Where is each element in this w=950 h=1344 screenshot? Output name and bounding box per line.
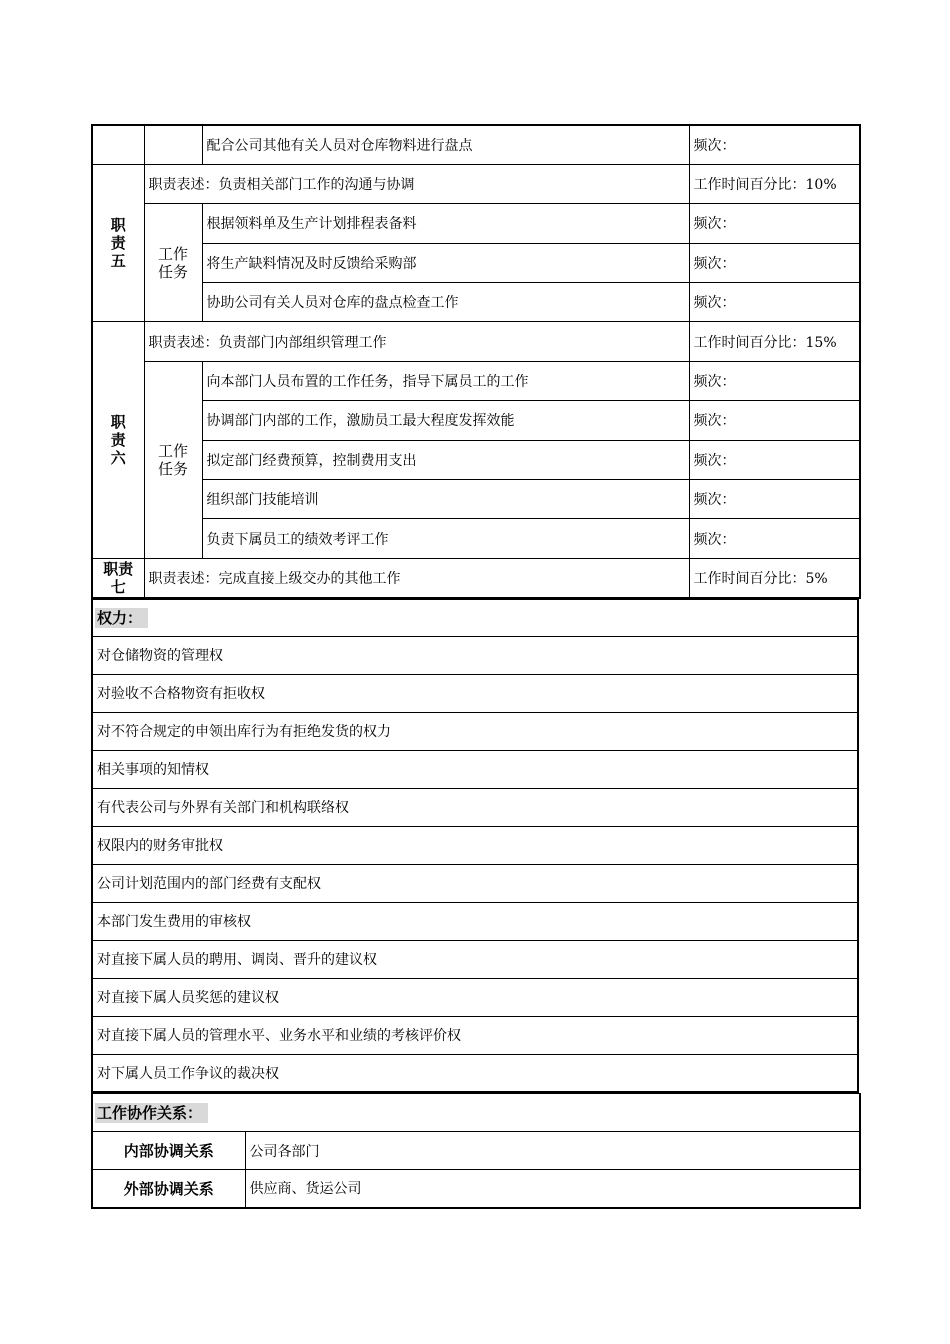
table-row [92, 1170, 860, 1208]
task-item: 协调部门内部的工作，激励员工最大程度发挥效能 [202, 401, 689, 440]
power-item: 对验收不合格物资有拒收权 [92, 674, 858, 712]
frequency-cell: 频次： [689, 401, 860, 440]
external-relation-label: 外部协调关系 [92, 1170, 245, 1208]
power-item: 对下属人员工作争议的裁决权 [92, 1054, 858, 1092]
table-row [92, 480, 860, 519]
task-item: 协助公司有关人员对仓库的盘点检查工作 [202, 283, 689, 322]
list-item [92, 788, 858, 826]
duty-five-label: 职 责 五 [92, 164, 144, 322]
power-item: 对仓储物资的管理权 [92, 636, 858, 674]
list-item [92, 674, 858, 712]
job-description-document [91, 124, 859, 1209]
task-item: 向本部门人员布置的工作任务，指导下属员工的工作 [202, 361, 689, 400]
internal-relation-label: 内部协调关系 [92, 1132, 245, 1170]
power-item: 公司计划范围内的部门经费有支配权 [92, 864, 858, 902]
power-item: 对直接下属人员的聘用、调岗、晋升的建议权 [92, 940, 858, 978]
list-item [92, 636, 858, 674]
task-item: 组织部门技能培训 [202, 480, 689, 519]
frequency-cell: 频次： [689, 125, 860, 164]
table-row [92, 1132, 860, 1170]
frequency-cell: 频次： [689, 519, 860, 558]
list-item [92, 940, 858, 978]
table-row [92, 519, 860, 558]
relations-section-title: 工作协作关系： [92, 1094, 860, 1132]
task-label: 工作 任务 [144, 204, 202, 322]
task-item: 拟定部门经费预算，控制费用支出 [202, 440, 689, 479]
power-item: 相关事项的知情权 [92, 750, 858, 788]
task-item: 配合公司其他有关人员对仓库物料进行盘点 [202, 125, 689, 164]
frequency-cell: 频次： [689, 440, 860, 479]
frequency-cell: 频次： [689, 243, 860, 282]
table-row [92, 558, 860, 597]
frequency-cell: 频次： [689, 480, 860, 519]
task-item: 根据领料单及生产计划排程表备料 [202, 204, 689, 243]
list-item [92, 826, 858, 864]
list-item [92, 978, 858, 1016]
duty-seven-label: 职责 七 [92, 558, 144, 597]
list-item [92, 1016, 858, 1054]
power-item: 有代表公司与外界有关部门和机构联络权 [92, 788, 858, 826]
duty-description: 职责表述：负责相关部门工作的沟通与协调 [144, 164, 689, 203]
list-item [92, 750, 858, 788]
frequency-cell: 频次： [689, 361, 860, 400]
time-percent: 工作时间百分比：15% [689, 322, 860, 361]
powers-table [91, 599, 859, 1094]
time-percent: 工作时间百分比：5% [689, 558, 860, 597]
list-item [92, 1054, 858, 1092]
table-row [92, 599, 858, 636]
list-item [92, 712, 858, 750]
empty-cell [144, 125, 202, 164]
list-item [92, 864, 858, 902]
powers-section-title: 权力： [92, 599, 858, 636]
frequency-cell: 频次： [689, 204, 860, 243]
relations-table [91, 1093, 861, 1209]
power-item: 本部门发生费用的审核权 [92, 902, 858, 940]
frequency-cell: 频次： [689, 283, 860, 322]
power-item: 权限内的财务审批权 [92, 826, 858, 864]
table-row [92, 401, 860, 440]
table-row [92, 322, 860, 361]
table-row [92, 164, 860, 203]
time-percent: 工作时间百分比：10% [689, 164, 860, 203]
power-item: 对直接下属人员的管理水平、业务水平和业绩的考核评价权 [92, 1016, 858, 1054]
list-item [92, 902, 858, 940]
duty-description: 职责表述：完成直接上级交办的其他工作 [144, 558, 689, 597]
empty-cell [92, 125, 144, 164]
table-row [92, 1094, 860, 1132]
duty-description: 职责表述：负责部门内部组织管理工作 [144, 322, 689, 361]
duty-six-label: 职 责 六 [92, 322, 144, 558]
table-row [92, 440, 860, 479]
table-row [92, 283, 860, 322]
task-item: 负责下属员工的绩效考评工作 [202, 519, 689, 558]
table-row [92, 204, 860, 243]
table-row [92, 125, 860, 164]
power-item: 对不符合规定的申领出库行为有拒绝发货的权力 [92, 712, 858, 750]
task-item: 将生产缺料情况及时反馈给采购部 [202, 243, 689, 282]
duties-table [91, 124, 861, 599]
table-row [92, 243, 860, 282]
power-item: 对直接下属人员奖惩的建议权 [92, 978, 858, 1016]
table-row [92, 361, 860, 400]
external-relation-value: 供应商、货运公司 [245, 1170, 860, 1208]
task-label: 工作 任务 [144, 361, 202, 558]
internal-relation-value: 公司各部门 [245, 1132, 860, 1170]
